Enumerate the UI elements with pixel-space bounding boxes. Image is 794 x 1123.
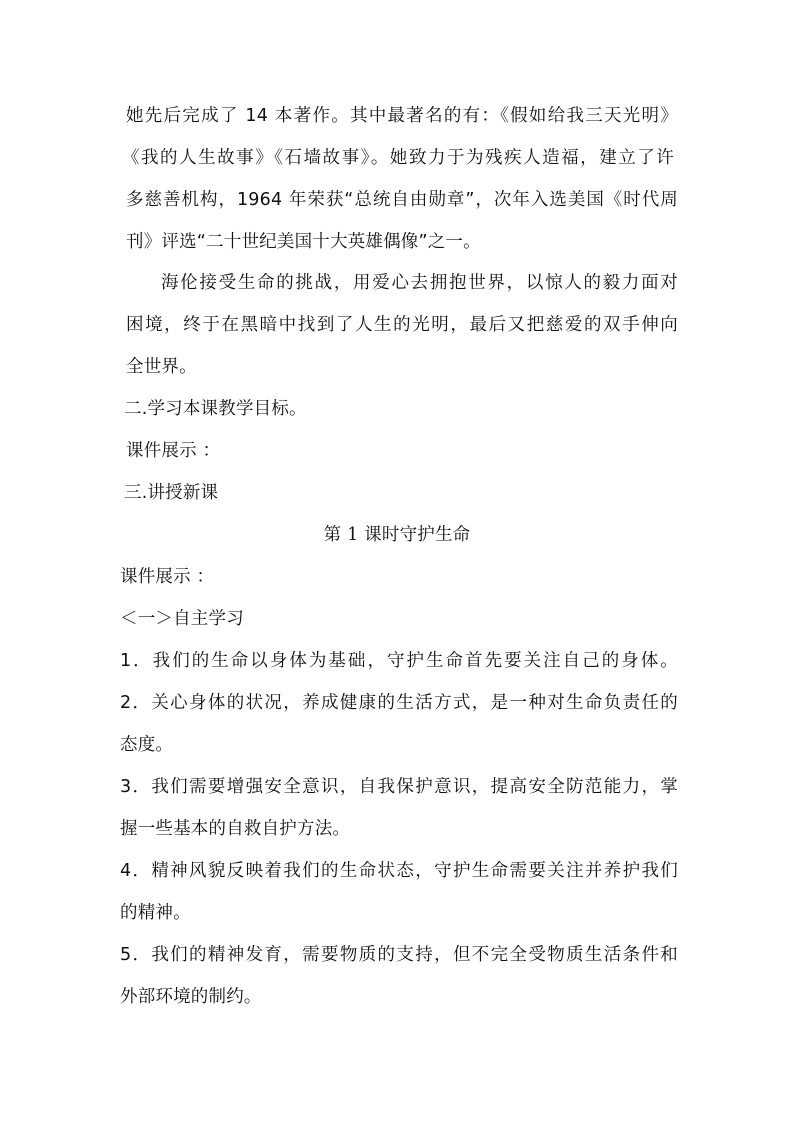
point-5-line-2: 外部环境的制约。 [120, 987, 262, 1007]
section-heading: ＜一＞自主学习 [120, 609, 244, 629]
step-3-heading: 三.讲授新课 [124, 483, 219, 503]
point-3-line-1: 3．我们需要增强安全意识，自我保护意识，提高安全防范能力，掌 [120, 777, 678, 797]
point-4-line-1: 4．精神风貌反映着我们的生命状态，守护生命需要关注并养护我们 [120, 861, 678, 881]
summary-line-2: 困境，终于在黑暗中找到了人生的光明，最后又把慈爱的双手伸向 [126, 315, 678, 335]
step-2-heading: 二.学习本课教学目标。 [124, 399, 307, 419]
intro-line-4: 刊》评选“二十世纪美国十大英雄偶像”之一。 [126, 232, 481, 252]
summary-line-3: 全世界。 [126, 357, 197, 377]
lesson-title: 第 1 课时守护生命 [323, 525, 471, 545]
courseware-label-2: 课件展示 ： [120, 567, 215, 587]
point-3-line-2: 握一些基本的自救自护方法。 [120, 819, 351, 839]
point-2-line-1: 2．关心身体的状况，养成健康的生活方式，是一种对生命负责任的 [120, 693, 678, 713]
point-2-line-2: 态度。 [120, 735, 174, 755]
point-4-line-2: 的精神。 [120, 903, 191, 923]
point-1-line-1: 1．我们的生命以身体为基础，守护生命首先要关注自己的身体。 [120, 651, 678, 671]
courseware-label-1: 课件展示 ： [126, 441, 221, 461]
point-5-line-1: 5．我们的精神发育，需要物质的支持，但不完全受物质生活条件和 [120, 945, 678, 965]
intro-line-1: 她先后完成了 14 本著作。其中最著名的有：《假如给我三天光明》 [126, 106, 678, 126]
intro-line-2: 《我的人生故事》《石墙故事》。她致力于为残疾人造福，建立了许 [122, 148, 674, 168]
intro-line-3: 多慈善机构，1964 年荣获“总统自由勋章”，次年入选美国《时代周 [126, 190, 678, 210]
summary-line-1: 海伦接受生命的挑战，用爱心去拥抱世界，以惊人的毅力面对 [161, 273, 678, 293]
